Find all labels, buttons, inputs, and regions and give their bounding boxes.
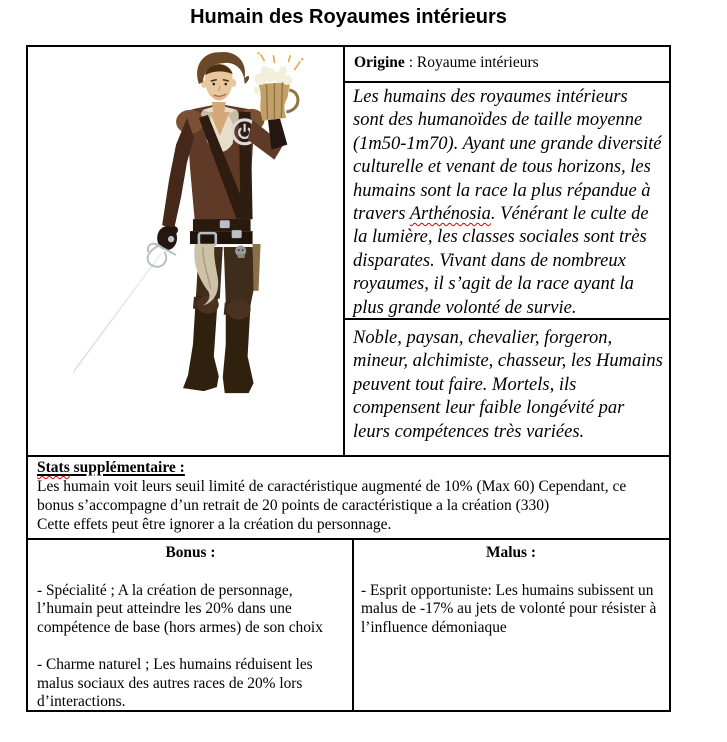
malus-item: - Esprit opportuniste: Les humains subissent un malus de -17% au jets de volonté pour résister à l’influence démoniaque [361, 581, 657, 636]
beer-mug [254, 52, 303, 121]
stats-body: Les humain voit leurs seuil limité de caractéristique augmenté de 10% (Max 60) Cependant, ce bonus s’accompagne d’un retrait de 20 points de caractéristique a la création (330) [37, 478, 627, 514]
character-legs [183, 247, 256, 393]
malus-header: Malus : [485, 544, 537, 561]
origin-value: : Royaume intérieurs [404, 54, 539, 71]
page-title: Humain des Royaumes intérieurs [190, 6, 507, 28]
character-head [197, 52, 249, 116]
bonus-item: - Charme naturel ; Les humains réduisent les malus sociaux des autres races de 20% lors d’interactions. [37, 656, 313, 710]
stats-heading [37, 458, 661, 477]
description-secondary-text: Noble, paysan, chevalier, forgeron, mineur, alchimiste, chasseur, les Humains peuvent tout faire. Mortels, ils compensent leur faible longévité par leurs compétences très variées. [353, 328, 663, 442]
description-primary-text-cont: . Vénérant le culte de la lumière, les classes sociales sont très disparates. Vivant dans de nombreux royaumes, il s’agit de la race ayant la plus grande volonté de survie. [353, 204, 649, 318]
bonus-header: Bonus : [165, 544, 216, 561]
character-illustration [28, 47, 343, 455]
bonus-malus-row [28, 540, 669, 710]
description-primary-cell [345, 83, 669, 320]
stats-cell [28, 455, 669, 540]
description-primary-text: Les humains des royaumes intérieurs sont des humanoïdes de taille moyenne (1m50-1m70). Ayant une grande diversité culturelle et venant de tous horizons, les humains sont la race la plus répandue à travers [353, 87, 662, 225]
race-sheet-table [26, 45, 671, 712]
origin-label: Origine [354, 54, 405, 71]
table-top-row [28, 47, 669, 455]
malus-cell [354, 540, 669, 710]
character-sword-arm [157, 118, 194, 250]
rapier-blade [73, 250, 163, 374]
spellcheck-flagged-word: Arthénosia [409, 204, 491, 225]
description-secondary-cell [345, 320, 669, 455]
stats-note: Cette effets peut être ignorer a la création du personnage. [37, 516, 392, 533]
bonus-item: - Spécialité ; A la création de personnage, l’humain peut atteindre les 20% dans une compétence de base (hors armes) de son choix [37, 581, 323, 636]
origin-cell [345, 47, 669, 83]
stats-heading-flagged-word: Stats [37, 459, 70, 476]
bonus-cell [28, 540, 354, 710]
info-column [345, 47, 669, 455]
portrait-cell [28, 47, 345, 455]
stats-heading-rest: supplémentaire : [69, 459, 185, 476]
